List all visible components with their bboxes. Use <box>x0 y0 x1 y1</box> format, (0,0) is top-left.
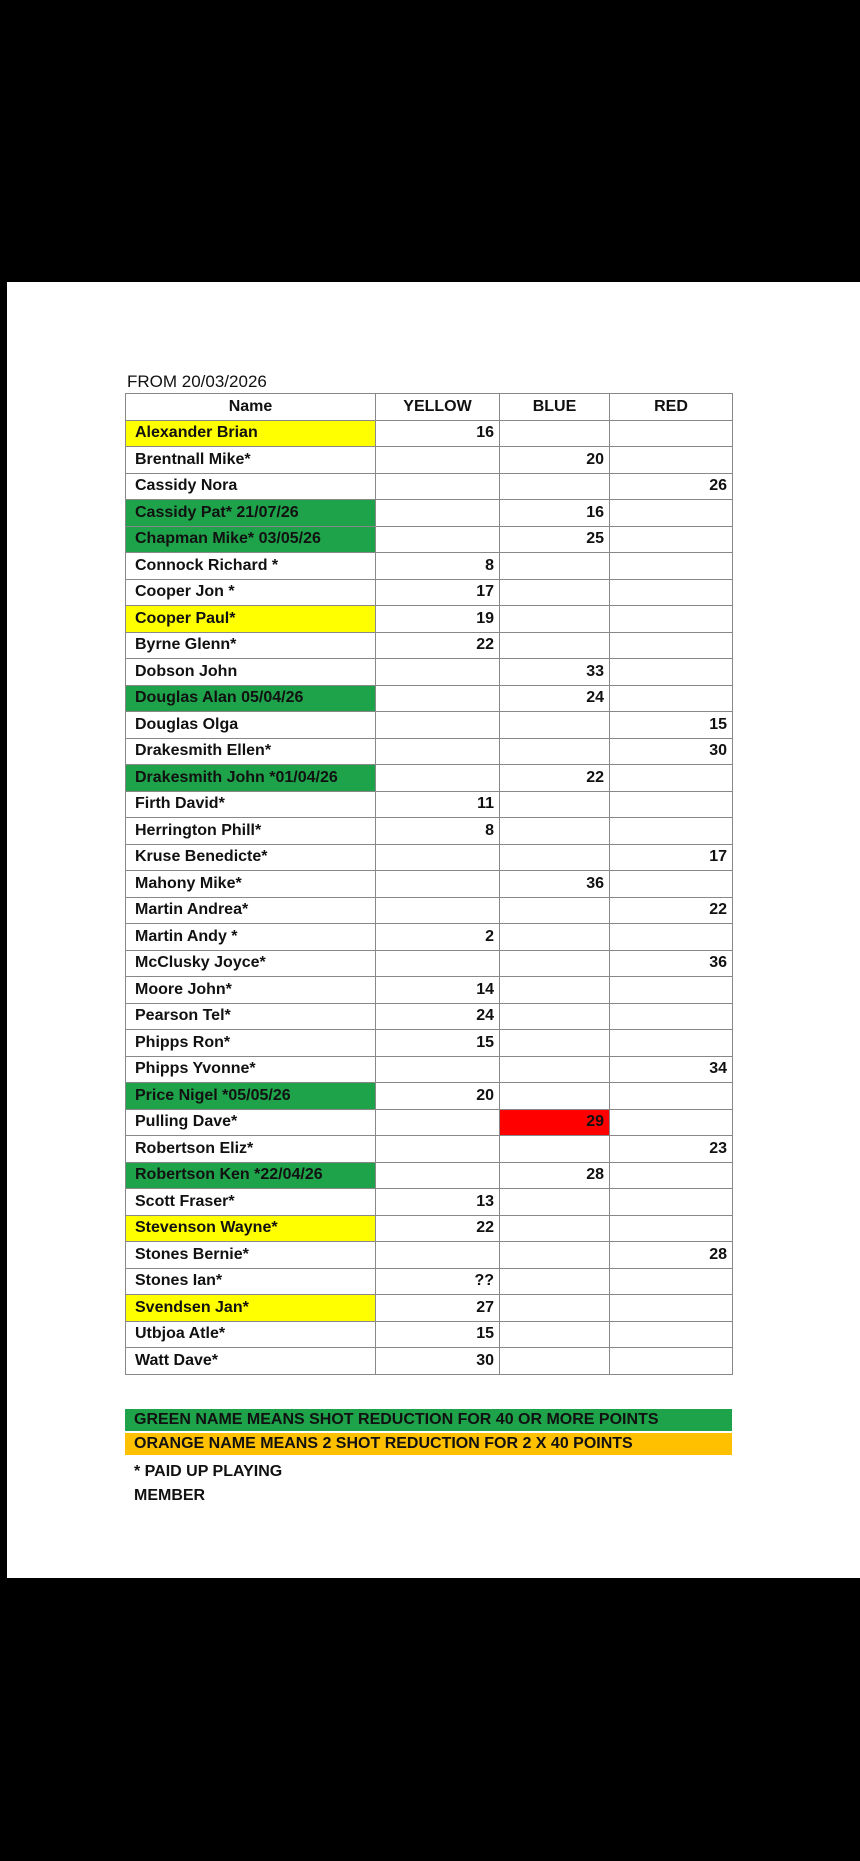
table-header-row <box>126 394 733 421</box>
red-score-cell: 22 <box>610 897 733 924</box>
red-score-cell <box>610 1162 733 1189</box>
yellow-score-cell <box>376 473 500 500</box>
yellow-score-cell: 22 <box>376 632 500 659</box>
red-score-cell <box>610 1083 733 1110</box>
table-row <box>126 1030 733 1057</box>
table-row <box>126 1189 733 1216</box>
table-row <box>126 765 733 792</box>
table-row <box>126 712 733 739</box>
blue-score-cell: 16 <box>500 500 610 527</box>
blue-score-cell <box>500 791 610 818</box>
player-name-cell: Svendsen Jan* <box>126 1295 376 1322</box>
blue-score-cell <box>500 977 610 1004</box>
handicap-table <box>125 393 733 1375</box>
player-name-cell: Robertson Eliz* <box>126 1136 376 1163</box>
table-row <box>126 1003 733 1030</box>
red-score-cell: 26 <box>610 473 733 500</box>
table-row <box>126 420 733 447</box>
table-row <box>126 1083 733 1110</box>
table-row <box>126 1136 733 1163</box>
player-name-cell: Moore John* <box>126 977 376 1004</box>
yellow-score-cell <box>376 500 500 527</box>
player-name-cell: Utbjoa Atle* <box>126 1321 376 1348</box>
red-score-cell <box>610 1189 733 1216</box>
yellow-score-cell: 15 <box>376 1030 500 1057</box>
yellow-score-cell <box>376 447 500 474</box>
player-name-cell: Dobson John <box>126 659 376 686</box>
table-row <box>126 844 733 871</box>
red-score-cell <box>610 977 733 1004</box>
player-name-cell: Brentnall Mike* <box>126 447 376 474</box>
blue-score-cell: 29 <box>500 1109 610 1136</box>
yellow-score-cell: 8 <box>376 818 500 845</box>
red-score-cell <box>610 553 733 580</box>
yellow-score-cell: ?? <box>376 1268 500 1295</box>
table-row <box>126 1321 733 1348</box>
blue-score-cell: 22 <box>500 765 610 792</box>
table-row <box>126 447 733 474</box>
player-name-cell: Herrington Phill* <box>126 818 376 845</box>
player-name-cell: Mahony Mike* <box>126 871 376 898</box>
blue-score-cell <box>500 1321 610 1348</box>
player-name-cell: Robertson Ken *22/04/26 <box>126 1162 376 1189</box>
yellow-score-cell <box>376 897 500 924</box>
player-name-cell: Douglas Olga <box>126 712 376 739</box>
yellow-score-cell <box>376 659 500 686</box>
player-name-cell: Connock Richard * <box>126 553 376 580</box>
table-row <box>126 1162 733 1189</box>
red-score-cell <box>610 1215 733 1242</box>
player-name-cell: Scott Fraser* <box>126 1189 376 1216</box>
player-name-cell: Pearson Tel* <box>126 1003 376 1030</box>
blue-score-cell <box>500 924 610 951</box>
yellow-score-cell <box>376 844 500 871</box>
player-name-cell: Martin Andy * <box>126 924 376 951</box>
player-name-cell: Alexander Brian <box>126 420 376 447</box>
player-name-cell: Kruse Benedicte* <box>126 844 376 871</box>
header-red: RED <box>610 394 733 421</box>
player-name-cell: McClusky Joyce* <box>126 950 376 977</box>
blue-score-cell: 25 <box>500 526 610 553</box>
table-row <box>126 1056 733 1083</box>
table-row <box>126 738 733 765</box>
red-score-cell <box>610 765 733 792</box>
yellow-score-cell <box>376 685 500 712</box>
blue-score-cell <box>500 1295 610 1322</box>
blue-score-cell: 24 <box>500 685 610 712</box>
table-row <box>126 791 733 818</box>
blue-score-cell <box>500 844 610 871</box>
red-score-cell <box>610 659 733 686</box>
table-row <box>126 632 733 659</box>
yellow-score-cell: 16 <box>376 420 500 447</box>
player-name-cell: Stones Ian* <box>126 1268 376 1295</box>
yellow-score-cell <box>376 1162 500 1189</box>
yellow-score-cell: 8 <box>376 553 500 580</box>
blue-score-cell <box>500 897 610 924</box>
yellow-score-cell: 2 <box>376 924 500 951</box>
table-row <box>126 897 733 924</box>
blue-score-cell <box>500 606 610 633</box>
red-score-cell <box>610 447 733 474</box>
blue-score-cell <box>500 1348 610 1375</box>
table-row <box>126 473 733 500</box>
player-name-cell: Drakesmith Ellen* <box>126 738 376 765</box>
table-row <box>126 579 733 606</box>
table-row <box>126 1242 733 1269</box>
blue-score-cell: 36 <box>500 871 610 898</box>
red-score-cell <box>610 685 733 712</box>
table-row <box>126 950 733 977</box>
red-score-cell <box>610 500 733 527</box>
green-note: GREEN NAME MEANS SHOT REDUCTION FOR 40 OR MORE POINTS <box>125 1409 732 1431</box>
red-score-cell: 34 <box>610 1056 733 1083</box>
table-row <box>126 818 733 845</box>
yellow-score-cell: 27 <box>376 1295 500 1322</box>
blue-score-cell: 20 <box>500 447 610 474</box>
blue-score-cell <box>500 1189 610 1216</box>
player-name-cell: Stevenson Wayne* <box>126 1215 376 1242</box>
header-yellow: YELLOW <box>376 394 500 421</box>
yellow-score-cell <box>376 1242 500 1269</box>
blue-score-cell <box>500 632 610 659</box>
table-row <box>126 977 733 1004</box>
table-row <box>126 924 733 951</box>
table-row <box>126 606 733 633</box>
blue-score-cell <box>500 579 610 606</box>
blue-score-cell <box>500 1268 610 1295</box>
red-score-cell: 15 <box>610 712 733 739</box>
red-score-cell <box>610 818 733 845</box>
yellow-score-cell <box>376 526 500 553</box>
player-name-cell: Phipps Yvonne* <box>126 1056 376 1083</box>
yellow-score-cell <box>376 1056 500 1083</box>
red-score-cell <box>610 1321 733 1348</box>
red-score-cell <box>610 606 733 633</box>
red-score-cell <box>610 791 733 818</box>
blue-score-cell <box>500 420 610 447</box>
player-name-cell: Cassidy Nora <box>126 473 376 500</box>
yellow-score-cell <box>376 765 500 792</box>
blue-score-cell <box>500 738 610 765</box>
yellow-score-cell <box>376 1136 500 1163</box>
red-score-cell: 30 <box>610 738 733 765</box>
player-name-cell: Price Nigel *05/05/26 <box>126 1083 376 1110</box>
blue-score-cell <box>500 473 610 500</box>
header-name: Name <box>126 394 376 421</box>
player-name-cell: Cooper Paul* <box>126 606 376 633</box>
table-row <box>126 659 733 686</box>
table-row <box>126 526 733 553</box>
player-name-cell: Firth David* <box>126 791 376 818</box>
blue-score-cell: 28 <box>500 1162 610 1189</box>
red-score-cell <box>610 1268 733 1295</box>
red-score-cell <box>610 632 733 659</box>
player-name-cell: Byrne Glenn* <box>126 632 376 659</box>
player-name-cell: Stones Bernie* <box>126 1242 376 1269</box>
yellow-score-cell: 15 <box>376 1321 500 1348</box>
blue-score-cell <box>500 818 610 845</box>
blue-score-cell <box>500 1215 610 1242</box>
blue-score-cell: 33 <box>500 659 610 686</box>
table-row <box>126 1268 733 1295</box>
yellow-score-cell: 17 <box>376 579 500 606</box>
blue-score-cell <box>500 1083 610 1110</box>
footer-line-2: MEMBER <box>134 1487 206 1504</box>
player-name-cell: Cooper Jon * <box>126 579 376 606</box>
player-name-cell: Watt Dave* <box>126 1348 376 1375</box>
yellow-score-cell: 11 <box>376 791 500 818</box>
footer-line-1: * PAID UP PLAYING <box>134 1463 283 1480</box>
yellow-score-cell <box>376 712 500 739</box>
table-row <box>126 1295 733 1322</box>
red-score-cell <box>610 1295 733 1322</box>
red-score-cell <box>610 924 733 951</box>
yellow-score-cell: 20 <box>376 1083 500 1110</box>
yellow-score-cell: 19 <box>376 606 500 633</box>
red-score-cell <box>610 871 733 898</box>
blue-score-cell <box>500 950 610 977</box>
player-name-cell: Drakesmith John *01/04/26 <box>126 765 376 792</box>
yellow-score-cell: 22 <box>376 1215 500 1242</box>
header-blue: BLUE <box>500 394 610 421</box>
player-name-cell: Martin Andrea* <box>126 897 376 924</box>
yellow-score-cell <box>376 1109 500 1136</box>
red-score-cell: 23 <box>610 1136 733 1163</box>
yellow-score-cell <box>376 950 500 977</box>
player-name-cell: Chapman Mike* 03/05/26 <box>126 526 376 553</box>
from-date-label: FROM 20/03/2026 <box>127 372 267 391</box>
player-name-cell: Pulling Dave* <box>126 1109 376 1136</box>
yellow-score-cell: 24 <box>376 1003 500 1030</box>
red-score-cell <box>610 1348 733 1375</box>
red-score-cell: 36 <box>610 950 733 977</box>
yellow-score-cell: 30 <box>376 1348 500 1375</box>
red-score-cell <box>610 420 733 447</box>
red-score-cell <box>610 526 733 553</box>
red-score-cell: 28 <box>610 1242 733 1269</box>
blue-score-cell <box>500 1242 610 1269</box>
blue-score-cell <box>500 1003 610 1030</box>
red-score-cell <box>610 1003 733 1030</box>
blue-score-cell <box>500 1136 610 1163</box>
table-row <box>126 685 733 712</box>
blue-score-cell <box>500 553 610 580</box>
red-score-cell <box>610 579 733 606</box>
table-row <box>126 553 733 580</box>
player-name-cell: Cassidy Pat* 21/07/26 <box>126 500 376 527</box>
yellow-score-cell: 14 <box>376 977 500 1004</box>
red-score-cell <box>610 1030 733 1057</box>
blue-score-cell <box>500 1030 610 1057</box>
table-row <box>126 1215 733 1242</box>
red-score-cell: 17 <box>610 844 733 871</box>
table-row <box>126 871 733 898</box>
yellow-score-cell <box>376 871 500 898</box>
yellow-score-cell <box>376 738 500 765</box>
player-name-cell: Phipps Ron* <box>126 1030 376 1057</box>
blue-score-cell <box>500 1056 610 1083</box>
table-row <box>126 500 733 527</box>
table-row <box>126 1348 733 1375</box>
table-row <box>126 1109 733 1136</box>
player-name-cell: Douglas Alan 05/04/26 <box>126 685 376 712</box>
orange-note: ORANGE NAME MEANS 2 SHOT REDUCTION FOR 2 X 40 POINTS <box>125 1433 732 1455</box>
blue-score-cell <box>500 712 610 739</box>
yellow-score-cell: 13 <box>376 1189 500 1216</box>
red-score-cell <box>610 1109 733 1136</box>
